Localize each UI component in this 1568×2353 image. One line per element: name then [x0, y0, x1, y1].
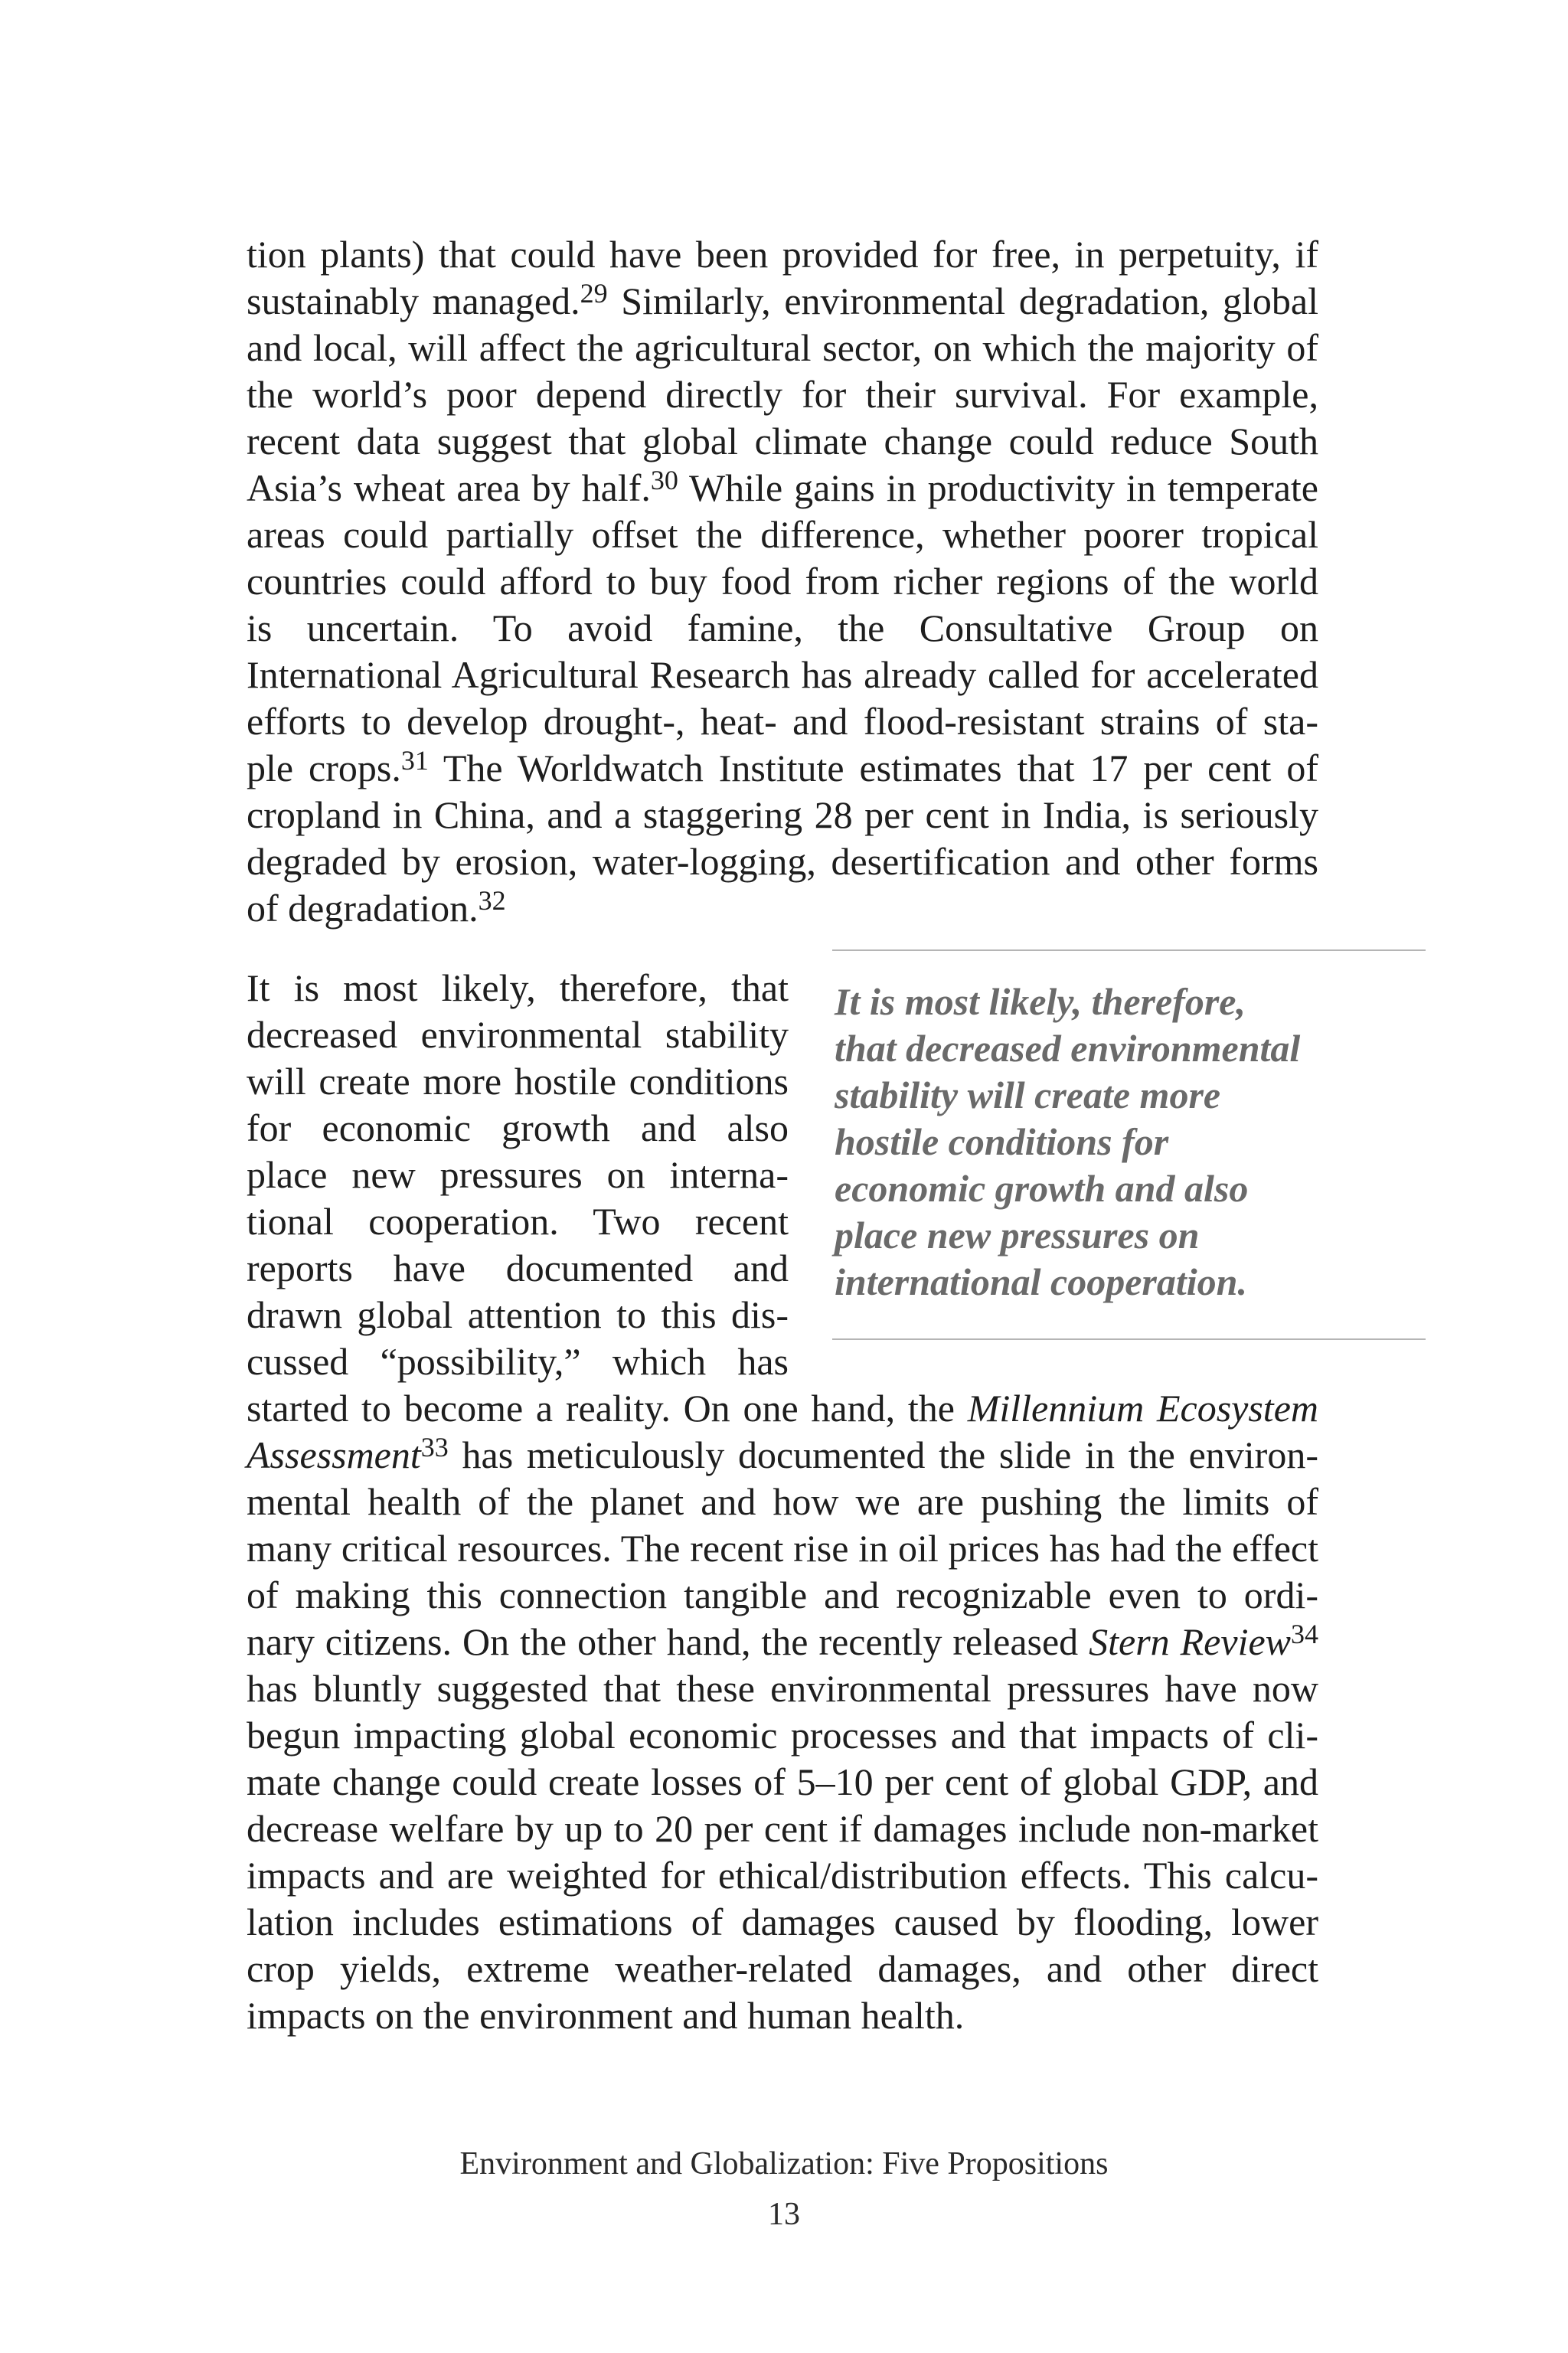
text-line: of making this connection tangible and recognizable even to ordi-: [247, 1574, 1318, 1616]
text-line: areas could partially offset the difference, whether poorer tropical: [247, 513, 1318, 556]
pull-quote-line: economic growth and also: [835, 1167, 1249, 1210]
pull-quote-line: stability will create more: [835, 1074, 1221, 1116]
pull-quote-top-rule: [832, 949, 1426, 951]
text-line: crop yields, extreme weather-related damages, and other direct: [247, 1947, 1318, 1990]
text-line: reports have documented and: [247, 1247, 789, 1289]
text-line: tion plants) that could have been provided for free, in perpetuity, if: [247, 233, 1318, 276]
footnote-ref[interactable]: 30: [650, 464, 678, 495]
text-line: mate change could create losses of 5–10 per cent of global GDP, and: [247, 1760, 1318, 1803]
text-line: has bluntly suggested that these environmental pressures have now: [247, 1667, 1318, 1710]
text-line: efforts to develop drought-, heat- and flood-resistant strains of sta-: [247, 700, 1318, 743]
text-line: Assessment$^{33}$ has meticulously documented the slide in the environ-: [247, 1431, 1318, 1476]
text-line: Asia’s wheat area by half.$^{30}$ While gains in productivity in temperate: [247, 464, 1318, 509]
text-line: nary citizens. On the other hand, the recently released Stern Review$^{34}$: [247, 1618, 1318, 1663]
cited-title: Stern Review: [1089, 1620, 1291, 1663]
pull-quote-bottom-rule: [832, 1338, 1426, 1340]
text-line: International Agricultural Research has already called for accelerated: [247, 653, 1318, 696]
text-line: tional cooperation. Two recent: [247, 1200, 789, 1243]
text-line: drawn global attention to this dis-: [247, 1293, 789, 1336]
text-line: degraded by erosion, water-logging, desertification and other forms: [247, 840, 1318, 883]
footnote-ref[interactable]: 29: [580, 277, 608, 309]
text-line: decrease welfare by up to 20 per cent if damages include non-market: [247, 1807, 1318, 1850]
text-line: place new pressures on interna-: [247, 1153, 789, 1196]
cited-title: Millennium Ecosystem: [967, 1387, 1318, 1430]
text-line: It is most likely, therefore, that: [247, 966, 789, 1009]
text-line: is uncertain. To avoid famine, the Consultative Group on: [247, 606, 1318, 649]
pull-quote-line: place new pressures on: [835, 1214, 1200, 1257]
pull-quote-line: international cooperation.: [835, 1260, 1247, 1303]
text-line: recent data suggest that global climate change could reduce South: [247, 420, 1318, 462]
text-line: cussed “possibility,” which has: [247, 1340, 789, 1383]
pull-quote-line: It is most likely, therefore,: [835, 980, 1246, 1023]
text-line: the world’s poor depend directly for their survival. For example,: [247, 373, 1318, 416]
cited-title: Assessment: [247, 1433, 421, 1476]
text-line: begun impacting global economic processes and that impacts of cli-: [247, 1714, 1318, 1757]
footnote-ref[interactable]: 33: [420, 1431, 449, 1462]
running-title: Environment and Globalization: Five Propositions: [459, 2146, 1109, 2181]
text-line: decreased environmental stability: [247, 1013, 789, 1056]
footnote-ref[interactable]: 34: [1291, 1618, 1318, 1649]
text-line: will create more hostile conditions: [247, 1060, 789, 1103]
text-line: and local, will affect the agricultural sector, on which the majority of: [247, 326, 1318, 369]
page-number: 13: [768, 2197, 800, 2232]
text-line: lation includes estimations of damages caused by flooding, lower: [247, 1900, 1318, 1943]
text-line: impacts on the environment and human health.: [247, 1994, 965, 2037]
footnote-ref[interactable]: 31: [400, 744, 429, 776]
footnote-ref[interactable]: 32: [478, 884, 506, 916]
text-line: of degradation.$^{32}$: [247, 884, 506, 930]
text-line: countries could afford to buy food from richer regions of the world: [247, 560, 1318, 603]
text-line: cropland in China, and a staggering 28 per cent in India, is seriously: [247, 793, 1318, 836]
text-line: for economic growth and also: [247, 1106, 789, 1149]
text-line: sustainably managed.$^{29}$ Similarly, environmental degradation, global: [247, 277, 1318, 322]
text-line: mental health of the planet and how we are pushing the limits of: [247, 1480, 1318, 1523]
text-line: impacts and are weighted for ethical/distribution effects. This calcu-: [247, 1854, 1318, 1897]
text-line: many critical resources. The recent rise in oil prices has had the effect: [247, 1527, 1318, 1570]
pull-quote-line: that decreased environmental: [835, 1027, 1301, 1070]
pull-quote-line: hostile conditions for: [835, 1120, 1169, 1163]
text-line: ple crops.$^{31}$ The Worldwatch Institute estimates that 17 per cent of: [247, 744, 1318, 789]
text-line: started to become a reality. On one hand, the Millennium Ecosystem: [247, 1387, 1318, 1430]
